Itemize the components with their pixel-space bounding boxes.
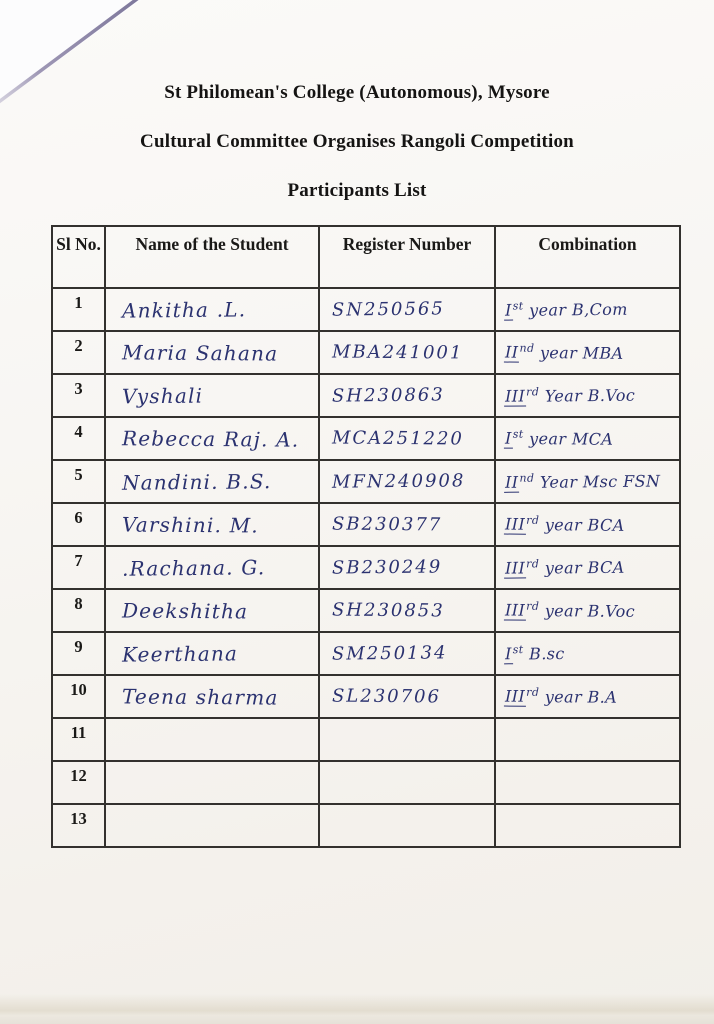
combination-cell — [495, 417, 680, 460]
handwritten-register-number: SH230853 — [331, 599, 445, 622]
handwritten-student-name: Teena sharma — [121, 683, 279, 710]
table-row — [52, 460, 680, 503]
sl-no-cell: 2 — [52, 331, 105, 374]
register-number-cell — [319, 675, 495, 718]
combination-course: year MCA — [523, 428, 614, 449]
handwritten-combination — [504, 513, 625, 534]
register-number-cell — [319, 589, 495, 632]
combination-course: Year B.Voc — [539, 385, 636, 406]
combination-cell — [495, 331, 680, 374]
year-roman-numeral: I — [504, 300, 512, 320]
register-number-cell — [319, 417, 495, 460]
year-roman-numeral: III — [504, 600, 526, 620]
college-title: St Philomean's College (Autonomous), Mysore — [164, 82, 550, 103]
ordinal-suffix: st — [512, 427, 524, 441]
student-name-cell — [105, 804, 319, 847]
ordinal-suffix: rd — [526, 599, 540, 613]
combination-cell — [495, 804, 680, 847]
combination-course: year B.Voc — [539, 600, 636, 621]
register-number-cell — [319, 718, 495, 761]
combination-course: year B,Com — [523, 299, 628, 320]
handwritten-combination — [504, 599, 635, 620]
student-name-cell — [105, 675, 319, 718]
sl-no-cell: 5 — [52, 460, 105, 503]
year-roman-numeral: II — [504, 342, 519, 362]
handwritten-student-name: .Rachana. G. — [121, 554, 266, 581]
student-name-cell — [105, 589, 319, 632]
handwritten-register-number: SM250134 — [331, 642, 448, 665]
register-number-cell — [319, 374, 495, 417]
handwritten-student-name: Maria Sahana — [121, 339, 279, 366]
handwritten-combination — [504, 556, 625, 578]
register-number-cell — [319, 503, 495, 546]
sl-no-cell: 10 — [52, 675, 105, 718]
header-register-number: Register Number — [319, 226, 495, 288]
table-row — [52, 417, 680, 460]
ordinal-suffix: st — [512, 299, 524, 313]
register-number-cell — [319, 331, 495, 374]
handwritten-combination — [504, 427, 613, 448]
handwritten-register-number: MBA241001 — [331, 341, 464, 364]
combination-cell — [495, 761, 680, 804]
combination-cell — [495, 718, 680, 761]
combination-cell — [495, 632, 680, 675]
handwritten-student-name: Ankitha .L. — [121, 296, 247, 323]
ordinal-suffix: rd — [526, 385, 540, 399]
student-name-cell — [105, 718, 319, 761]
register-number-cell — [319, 460, 495, 503]
document-header — [0, 82, 714, 229]
combination-cell — [495, 503, 680, 546]
list-title: Participants List — [287, 180, 427, 201]
student-name-cell — [105, 417, 319, 460]
table-row — [52, 632, 680, 675]
handwritten-student-name: Rebecca Raj. A. — [121, 425, 300, 452]
combination-cell — [495, 546, 680, 589]
scan-bottom-shadow — [0, 994, 714, 1024]
student-name-cell — [105, 374, 319, 417]
sl-no-cell: 12 — [52, 761, 105, 804]
participants-table — [51, 225, 681, 848]
handwritten-register-number: MCA251220 — [331, 427, 465, 450]
handwritten-register-number: SB230377 — [331, 513, 443, 536]
combination-course: Year Msc FSN — [534, 471, 661, 492]
combination-cell — [495, 460, 680, 503]
handwritten-combination — [504, 470, 661, 492]
handwritten-register-number: SL230706 — [331, 685, 442, 708]
header-combination: Combination — [495, 226, 680, 288]
handwritten-student-name: Vyshali — [121, 383, 204, 408]
sl-no-cell: 4 — [52, 417, 105, 460]
sl-no-cell: 3 — [52, 374, 105, 417]
sl-no-cell: 7 — [52, 546, 105, 589]
table-row — [52, 503, 680, 546]
header-sl-no: Sl No. — [52, 226, 105, 288]
table-row — [52, 331, 680, 374]
handwritten-register-number: SH230863 — [331, 384, 445, 407]
year-roman-numeral: III — [504, 514, 526, 534]
ordinal-suffix: st — [512, 642, 524, 657]
table-row — [52, 804, 680, 847]
table-row — [52, 761, 680, 804]
year-roman-numeral: II — [504, 472, 519, 492]
handwritten-student-name: Varshini. M. — [121, 511, 259, 538]
handwritten-register-number: SN250565 — [331, 298, 445, 321]
handwritten-combination — [504, 685, 617, 706]
handwritten-combination — [504, 643, 565, 664]
table-row — [52, 589, 680, 632]
table-body — [52, 288, 680, 847]
combination-course: B.sc — [523, 643, 565, 664]
ordinal-suffix: nd — [519, 471, 535, 485]
event-title: Cultural Committee Organises Rangoli Competition — [140, 131, 574, 152]
handwritten-student-name: Nandini. B.S. — [121, 468, 272, 495]
sl-no-cell: 8 — [52, 589, 105, 632]
ordinal-suffix: rd — [526, 685, 540, 699]
student-name-cell — [105, 460, 319, 503]
table-header-row — [52, 226, 680, 288]
handwritten-register-number: SB230249 — [331, 556, 443, 579]
table-row — [52, 374, 680, 417]
combination-cell — [495, 288, 680, 331]
register-number-cell — [319, 761, 495, 804]
table-row — [52, 675, 680, 718]
register-number-cell — [319, 288, 495, 331]
handwritten-combination — [504, 298, 628, 320]
register-number-cell — [319, 804, 495, 847]
sl-no-cell: 13 — [52, 804, 105, 847]
ordinal-suffix: rd — [526, 557, 540, 571]
year-roman-numeral: III — [504, 386, 526, 406]
ordinal-suffix: rd — [526, 513, 540, 527]
sl-no-cell: 1 — [52, 288, 105, 331]
combination-course: year BCA — [539, 557, 625, 578]
table-row — [52, 288, 680, 331]
student-name-cell — [105, 546, 319, 589]
handwritten-combination — [504, 384, 635, 406]
table-row — [52, 718, 680, 761]
table-row — [52, 546, 680, 589]
sl-no-cell: 11 — [52, 718, 105, 761]
handwritten-student-name: Keerthana — [121, 640, 239, 667]
combination-course: year B.A — [539, 686, 618, 707]
sl-no-cell: 9 — [52, 632, 105, 675]
year-roman-numeral: I — [504, 644, 512, 664]
combination-cell — [495, 374, 680, 417]
student-name-cell — [105, 331, 319, 374]
combination-course: year BCA — [539, 514, 625, 535]
handwritten-student-name: Deekshitha — [121, 598, 249, 623]
year-roman-numeral: I — [504, 428, 512, 448]
student-name-cell — [105, 288, 319, 331]
year-roman-numeral: III — [504, 558, 526, 578]
register-number-cell — [319, 546, 495, 589]
combination-cell — [495, 675, 680, 718]
ordinal-suffix: nd — [519, 341, 535, 355]
header-student-name: Name of the Student — [105, 226, 319, 288]
combination-cell — [495, 589, 680, 632]
student-name-cell — [105, 761, 319, 804]
combination-course: year MBA — [534, 342, 624, 363]
year-roman-numeral: III — [504, 686, 526, 706]
student-name-cell — [105, 632, 319, 675]
sl-no-cell: 6 — [52, 503, 105, 546]
handwritten-register-number: MFN240908 — [331, 470, 466, 493]
handwritten-combination — [504, 341, 624, 362]
student-name-cell — [105, 503, 319, 546]
register-number-cell — [319, 632, 495, 675]
